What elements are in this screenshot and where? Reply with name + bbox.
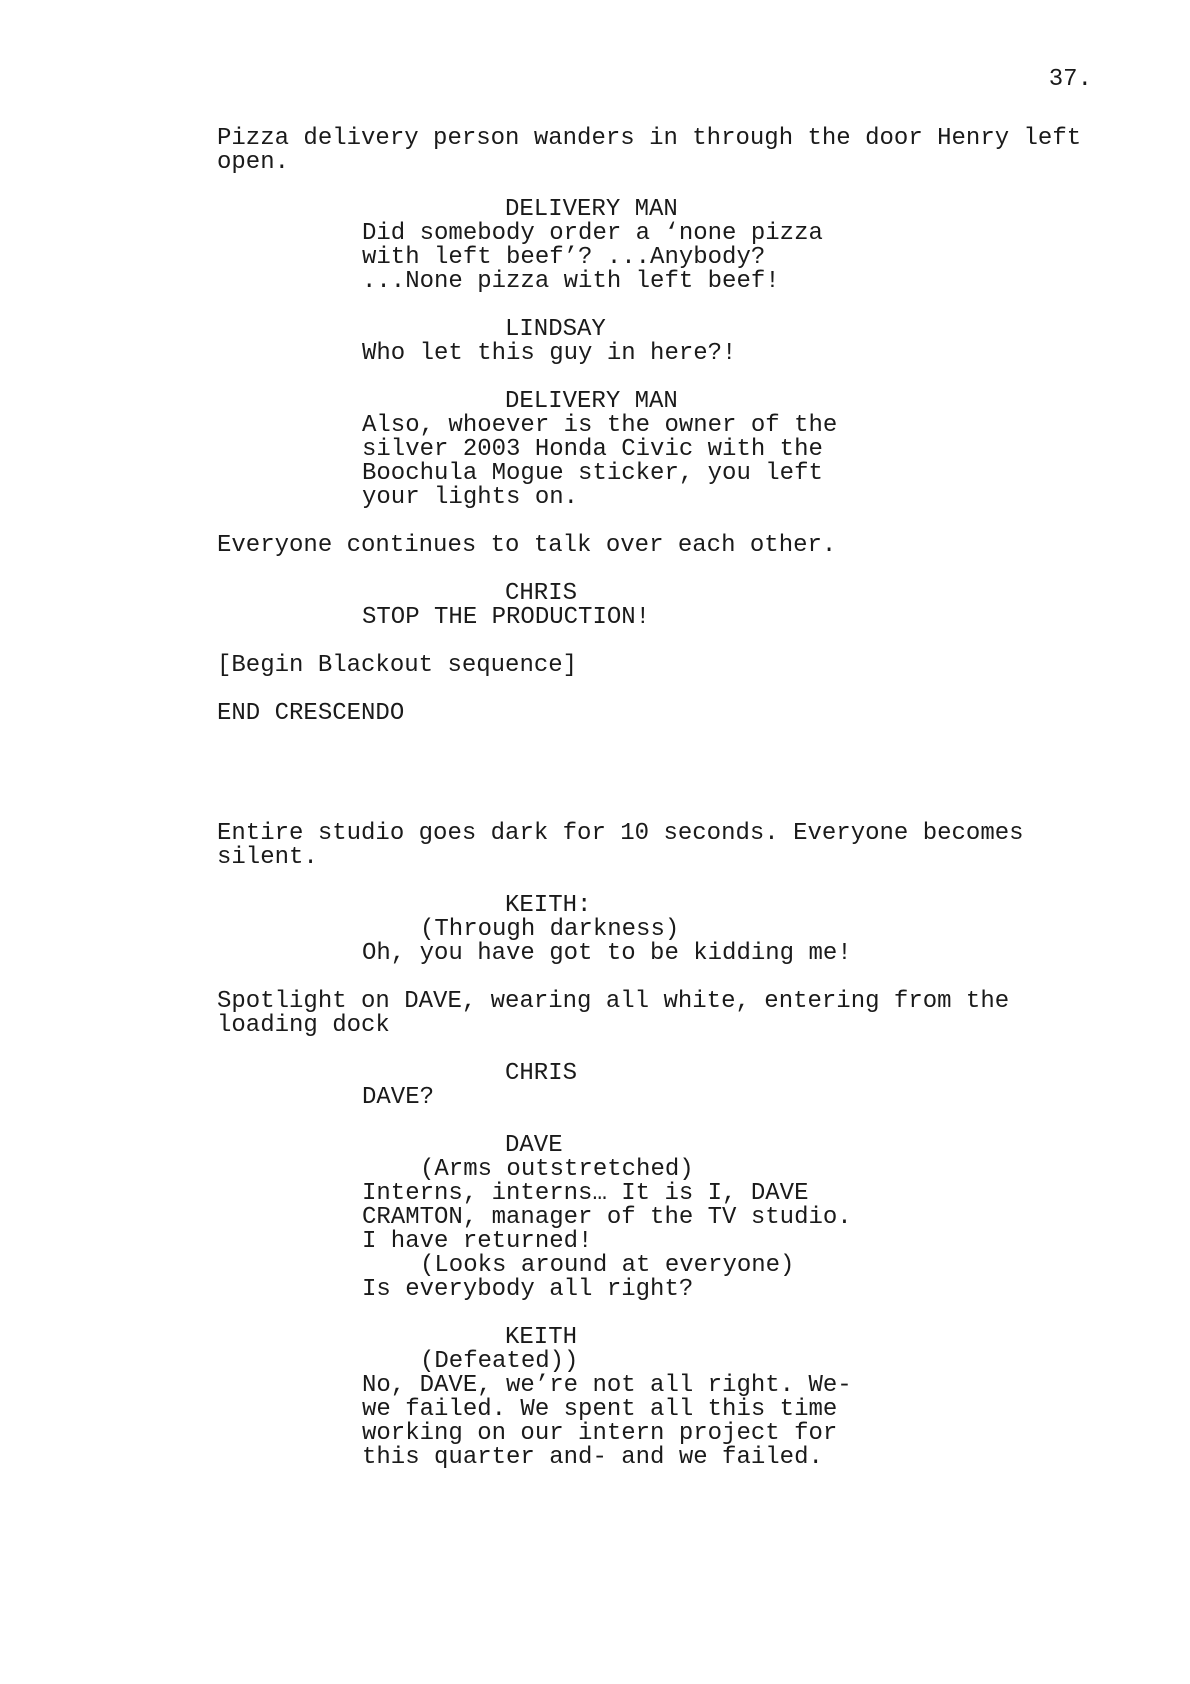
dialogue: DAVE? <box>362 1084 435 1111</box>
page-number: 37. <box>1048 66 1092 93</box>
dialogue: Is everybody all right? <box>362 1276 694 1303</box>
character-name: CHRIS <box>505 1060 578 1087</box>
character-name: KEITH <box>505 1324 578 1351</box>
character-name: LINDSAY <box>505 316 606 343</box>
action-line: Pizza delivery person wanders in through the door Henry left open. <box>217 125 1082 176</box>
character-name: DELIVERY MAN <box>505 388 678 415</box>
action-line: Entire studio goes dark for 10 seconds. Everyone becomes silent. <box>217 820 1024 871</box>
parenthetical: (Looks around at everyone) <box>420 1252 795 1279</box>
dialogue: Also, whoever is the owner of the silver 2003 Honda Civic with the Boochula Mogue sticker, you left your lights on. <box>362 412 838 511</box>
character-name: KEITH: <box>505 892 592 919</box>
action-line: Spotlight on DAVE, wearing all white, entering from the loading dock <box>217 988 1010 1039</box>
parenthetical: (Arms outstretched) <box>420 1156 694 1183</box>
dialogue: Who let this guy in here?! <box>362 340 737 367</box>
parenthetical: (Through darkness) <box>420 916 680 943</box>
dialogue: Oh, you have got to be kidding me! <box>362 940 852 967</box>
action-line: [Begin Blackout sequence] <box>217 652 578 679</box>
character-name: DAVE <box>505 1132 563 1159</box>
dialogue: STOP THE PRODUCTION! <box>362 604 651 631</box>
action-line: Everyone continues to talk over each other. <box>217 532 837 559</box>
dialogue: Did somebody order a ‘none pizza with left beef’? ...Anybody? ...None pizza with left beef! <box>362 220 823 295</box>
action-line: END CRESCENDO <box>217 700 405 727</box>
parenthetical: (Defeated)) <box>420 1348 579 1375</box>
character-name: CHRIS <box>505 580 578 607</box>
dialogue: No, DAVE, we’re not all right. We- we failed. We spent all this time working on our intern project for this quarter and- and we failed. <box>362 1372 852 1471</box>
character-name: DELIVERY MAN <box>505 196 678 223</box>
dialogue: Interns, interns… It is I, DAVE CRAMTON, manager of the TV studio. I have returned! <box>362 1180 852 1255</box>
